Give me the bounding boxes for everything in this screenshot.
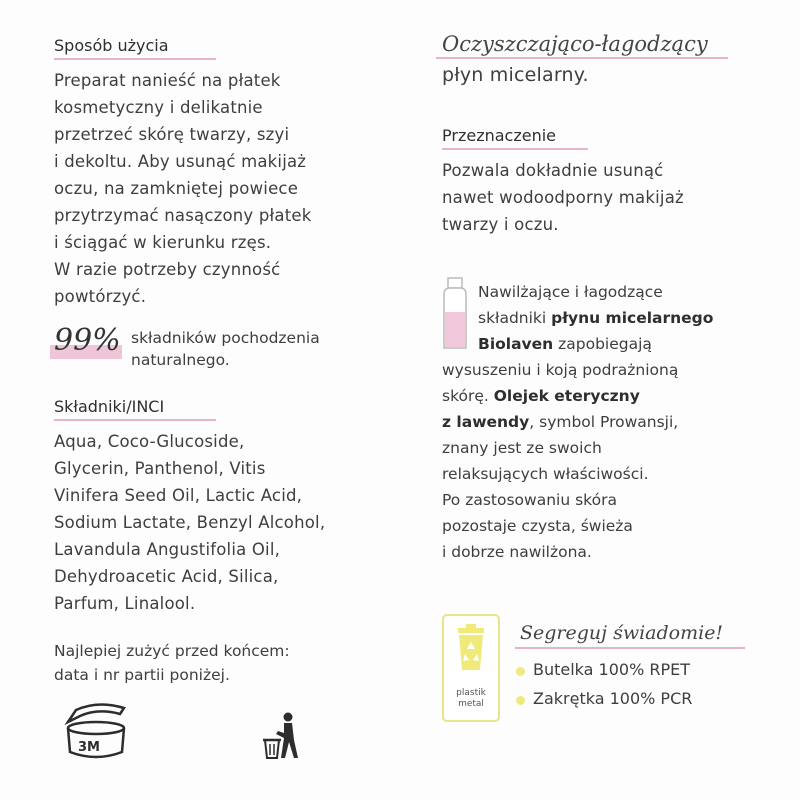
purpose-line: twarzy i oczu. [442,215,559,234]
recycle-dot [516,667,525,676]
purpose-line: Pozwala dokładnie usunąć [442,161,664,180]
tidyman-icon [262,712,302,762]
usage-line: przytrzymać nasączony płatek [54,206,312,225]
recycle-heading-underline [515,647,745,649]
description-text [442,279,713,565]
desc-line: Nawilżające i łagodzące [478,283,663,301]
bin-label-metal: metal [458,699,484,709]
desc-line [442,383,713,409]
product-name-sub: płyn micelarny. [442,64,589,86]
recycle-item: Zakrętka 100% PCR [533,689,693,708]
recycling-bin-icon [444,622,498,686]
desc-emphasis: Biolaven [478,335,554,353]
ingredient-line: Sodium Lactate, Benzyl Alcohol, [54,513,326,532]
desc-text: , symbol Prowansji, [529,413,679,431]
usage-line: kosmetyczny i delikatnie [54,98,263,117]
ingredient-line: Aqua, Coco-Glucoside, [54,432,245,451]
ingredients-heading-underline [54,419,216,421]
usage-text [54,67,311,310]
purpose-heading: Przeznaczenie [442,126,556,145]
pao-label: 3M [78,740,100,755]
desc-line: pozostaje czysta, świeża [442,517,633,535]
desc-line [442,409,713,435]
desc-line [442,331,713,357]
desc-line: Po zastosowaniu skóra [442,491,617,509]
ingredients-text [54,428,325,617]
purpose-line: nawet wodoodporny makijaż [442,188,684,207]
pao-jar-icon [62,702,132,764]
usage-line: Preparat nanieść na płatek [54,71,281,90]
usage-line: oczu, na zamkniętej powiece [54,179,299,198]
usage-line: przetrzeć skórę twarzy, szyi [54,125,290,144]
desc-text: zapobiegają [553,335,652,353]
bin-label-plastic: plastik [456,688,486,698]
purpose-heading-underline [442,148,588,150]
desc-emphasis: płynu micelarnego [551,309,714,327]
usage-line: W razie potrzeby czynność [54,260,281,279]
ingredients-heading: Składniki/INCI [54,397,165,416]
usage-heading-underline [54,58,216,60]
desc-line: i dobrze nawilżona. [442,543,592,561]
ingredient-line: Dehydroacetic Acid, Silica, [54,567,279,586]
desc-line [442,305,713,331]
usage-heading: Sposób użycia [54,36,169,55]
recycle-dot [516,696,525,705]
desc-text: składniki [478,309,552,327]
usage-line: i ściągać w kierunku rzęs. [54,233,272,252]
desc-line: znany jest ze swoich [442,439,602,457]
purpose-text [442,157,684,238]
recycle-item: Butelka 100% RPET [533,660,691,679]
desc-text: skórę. [442,387,494,405]
ingredient-line: Glycerin, Panthenol, Vitis [54,459,266,478]
usage-line: powtórzyć. [54,287,147,306]
ingredient-line: Lavandula Angustifolia Oil, [54,540,281,559]
natural-line: naturalnego. [131,351,230,369]
usage-line: i dekoltu. Aby usunąć makijaż [54,152,307,171]
natural-percent: 99% [54,323,121,358]
desc-line: relaksujących właściwości. [442,465,649,483]
ingredient-line: Parfum, Linalool. [54,594,196,613]
natural-text [131,327,320,371]
desc-emphasis: z lawendy [442,413,530,431]
ingredient-line: Vinifera Seed Oil, Lactic Acid, [54,486,303,505]
natural-line: składników pochodzenia [131,329,320,347]
best-before-text [54,639,290,687]
recycling-bin-badge [442,614,500,722]
best-before-line: data i nr partii poniżej. [54,666,230,684]
recycle-heading: Segreguj świadomie! [520,622,724,644]
product-name-underline [436,57,728,59]
best-before-line: Najlepiej zużyć przed końcem: [54,642,290,660]
desc-emphasis: Olejek eteryczny [493,387,640,405]
desc-line: wysuszeniu i koją podrażnioną [442,361,679,379]
product-name-script: Oczyszczająco-łagodzący [442,32,708,56]
